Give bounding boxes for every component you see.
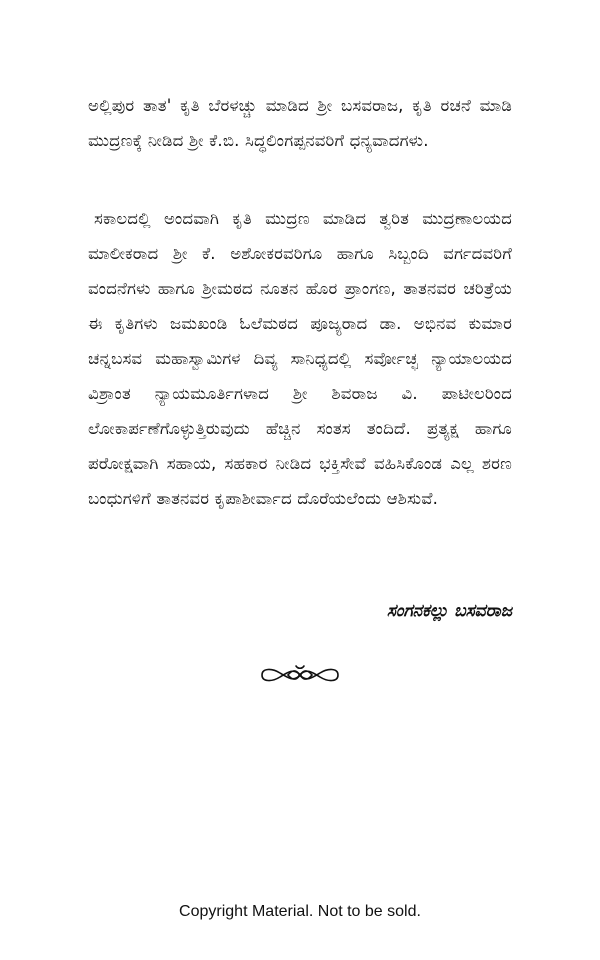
- author-signature: ಸಂಗನಕಲ್ಲು ಬಸವರಾಜ: [386, 601, 512, 621]
- acknowledgement-paragraph-2: ಸಕಾಲದಲ್ಲಿ ಅಂದವಾಗಿ ಕೃತಿ ಮುದ್ರಣ ಮಾಡಿದ ತ್ವರಿತ ಮುದ್ರಣಾಲಯದ ಮಾಲೀಕರಾದ ಶ್ರೀ ಕೆ. ಅಶೋಕರವರಿಗೂ ಹಾಗೂ ಸಿಬ್ಬಂದಿ ವರ್ಗದವರಿಗೆ ವಂದನೆಗಳು ಹಾಗೂ ಶ್ರೀಮಠದ ನೂತನ ಹೊರ ಪ್ರಾಂಗಣ, ತಾತನವರ ಚರಿತ್ರೆಯ ಈ ಕೃತಿಗಳು ಜಮಖಂಡಿ ಓಲೆಮಠದ ಪೂಜ್ಯರಾದ ಡಾ. ಅಭಿನವ ಕುಮಾರ ಚನ್ನಬಸವ ಮಹಾಸ್ವಾಮಿಗಳ ದಿವ್ಯ ಸಾನಿಧ್ಯದಲ್ಲಿ ಸರ್ವೋಚ್ಛ ನ್ಯಾಯಾಲಯದ ವಿಶ್ರಾಂತ ನ್ಯಾಯಮೂರ್ತಿಗಳಾದ ಶ್ರೀ ಶಿವರಾಜ ವಿ. ಪಾಟೀಲರಿಂದ ಲೋಕಾರ್ಪಣೆಗೊಳ್ಳುತ್ತಿರುವುದು ಹೆಚ್ಚಿನ ಸಂತಸ ತಂದಿದೆ. ಪ್ರತ್ಯಕ್ಷ ಹಾಗೂ ಪರೋಕ್ಷವಾಗಿ ಸಹಾಯ, ಸಹಕಾರ ನೀಡಿದ ಭಕ್ತಿಸೇವೆ ವಹಿಸಿಕೊಂಡ ಎಲ್ಲ ಶರಣ ಬಂಧುಗಳಿಗೆ ತಾತನವರ ಕೃಪಾಶೀರ್ವಾದ ದೊರೆಯಲೆಂದು ಆಶಿಸುವೆ.: [88, 209, 512, 508]
- copyright-notice: Copyright Material. Not to be sold.: [179, 903, 421, 920]
- acknowledgement-paragraph-1: ಅಲ್ಲಿಪುರ ತಾತ' ಕೃತಿ ಬೆರಳಚ್ಚು ಮಾಡಿದ ಶ್ರೀ ಬಸವರಾಜ, ಕೃತಿ ರಚನೆ ಮಾಡಿ ಮುದ್ರಣಕ್ಕೆ ನೀಡಿದ ಶ್ರೀ ಕೆ.ಬಿ. ಸಿದ್ಧಲಿಂಗಪ್ಪನವರಿಗೆ ಧನ್ಯವಾದಗಳು.: [88, 96, 512, 150]
- flourish-divider-icon: [258, 660, 342, 690]
